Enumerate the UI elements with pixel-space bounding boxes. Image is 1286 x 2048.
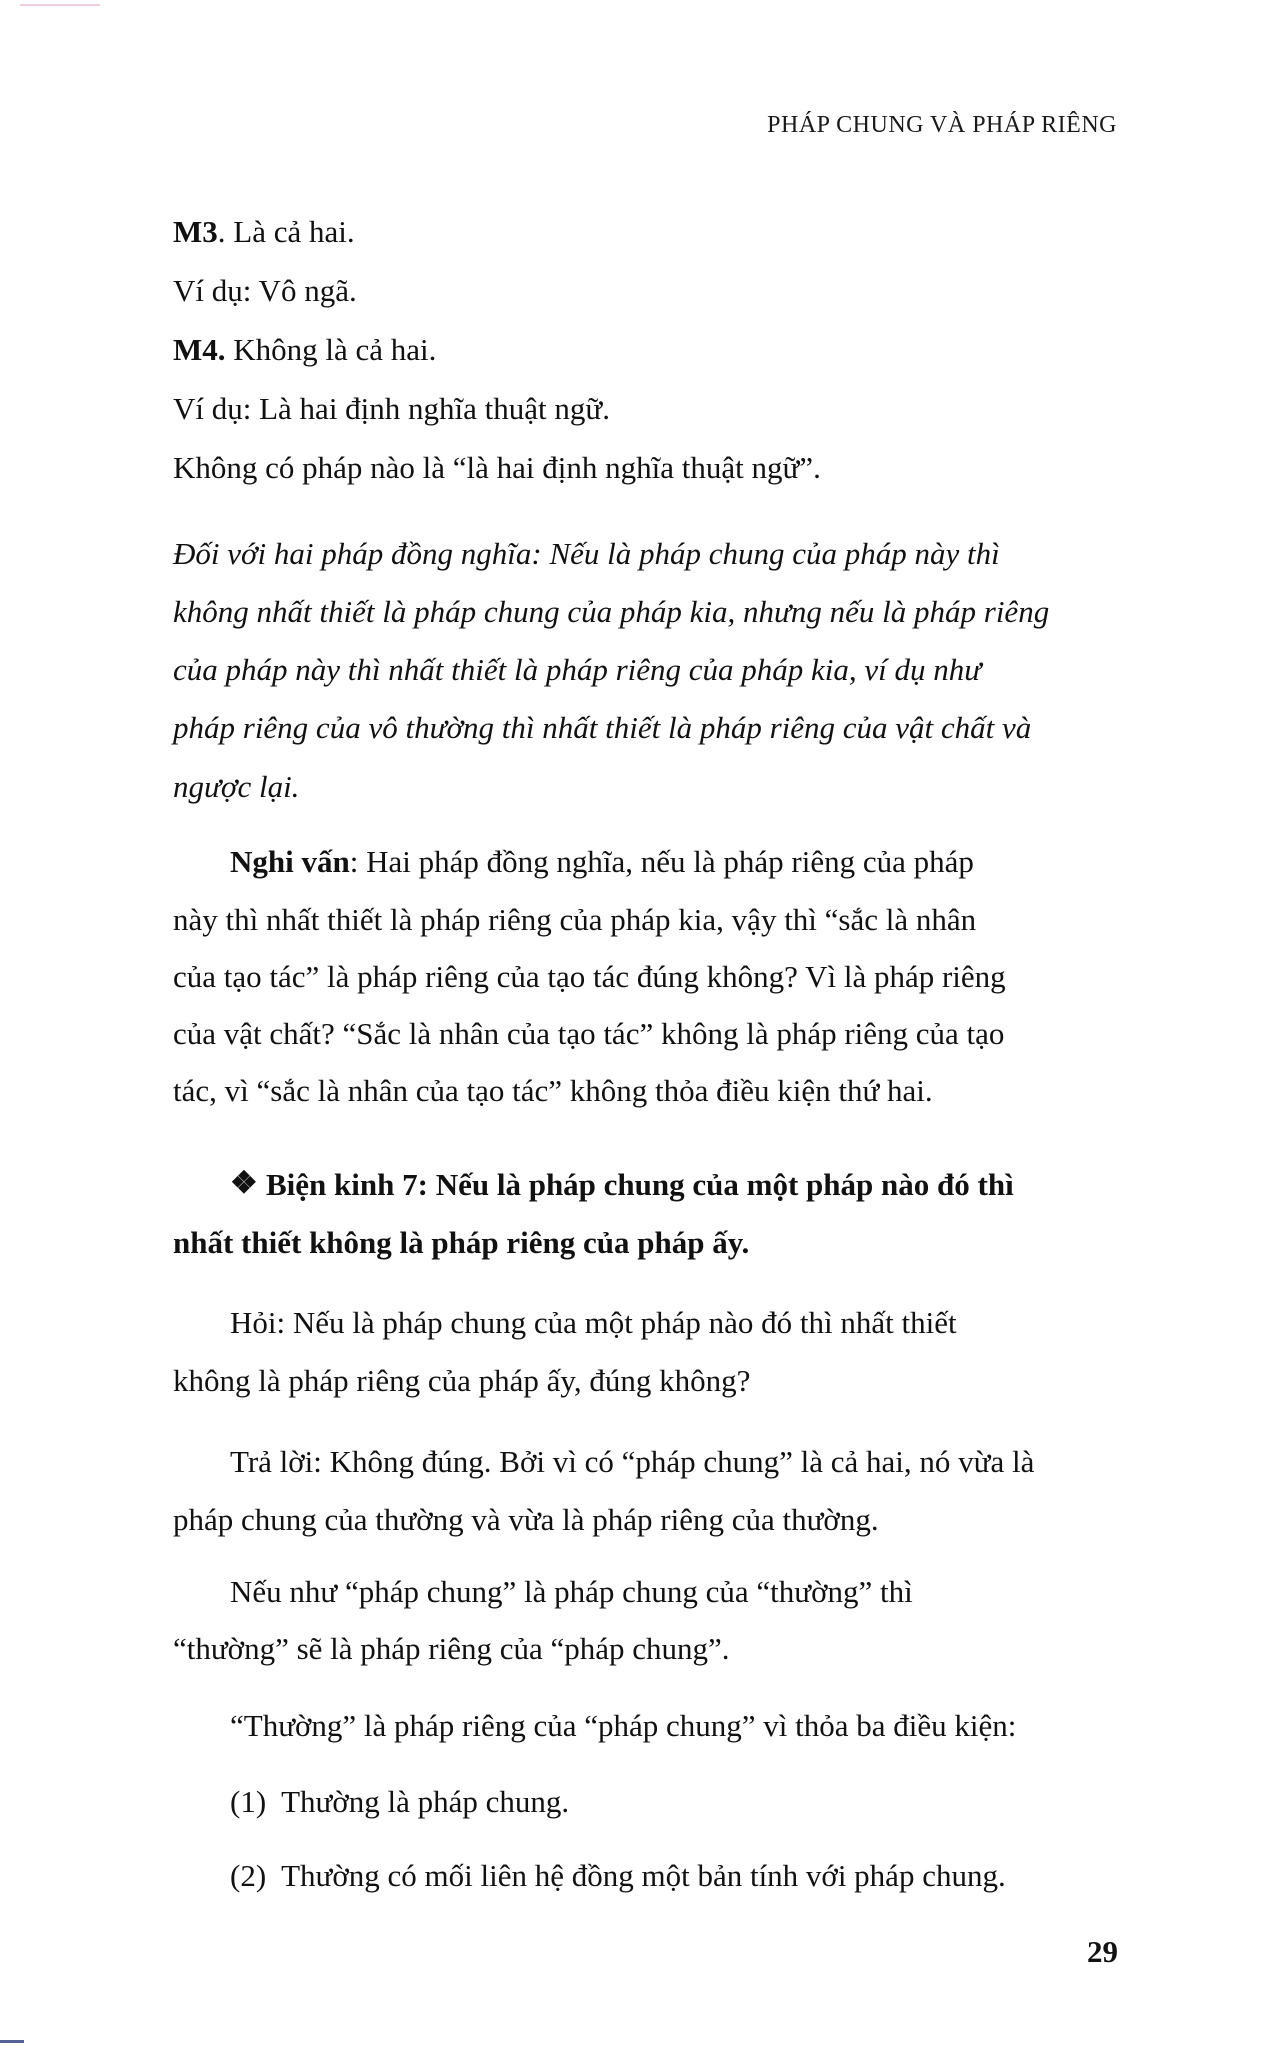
m4-line — [173, 330, 436, 370]
scan-artifact-bottom — [0, 2040, 24, 2043]
page-number: 29 — [1087, 1934, 1118, 1969]
diamond-bullet-icon: ❖ — [230, 1165, 258, 1200]
question-line-1 — [230, 842, 974, 882]
question-label: Nghi vấn — [230, 844, 350, 879]
thesis-text: Biện kinh 7: Nếu là pháp chung của một pháp nào đó thì — [266, 1167, 1014, 1202]
synonym-note-text: không nhất thiết là pháp chung của pháp kia, nhưng nếu là pháp riêng — [173, 594, 1050, 629]
running-head: PHÁP CHUNG VÀ PHÁP RIÊNG — [767, 112, 1117, 138]
condition-text: Thường là pháp chung. — [281, 1784, 570, 1819]
if-clause-line-2: “thường” sẽ là pháp riêng của “pháp chung”. — [173, 1631, 730, 1666]
m3-text: . Là cả hai. — [217, 214, 355, 249]
m4-label: M4. — [173, 332, 226, 367]
synonym-note-line-4 — [173, 708, 1124, 748]
if-clause-text: Nếu như “pháp chung” là pháp chung của “thường” thì — [230, 1574, 913, 1609]
synonym-note-text: của pháp này thì nhất thiết là pháp riêng của pháp kia, ví dụ như — [173, 652, 982, 687]
if-clause-line-1 — [230, 1572, 1124, 1612]
thesis-heading-line-1 — [230, 1165, 1014, 1205]
conditions-intro: “Thường” là pháp riêng của “pháp chung” vì thỏa ba điều kiện: — [230, 1708, 1017, 1743]
thesis-heading-line-2: nhất thiết không là pháp riêng của pháp ấy. — [173, 1225, 750, 1260]
synonym-note-text: Đối với hai pháp đồng nghĩa: Nếu là pháp chung của pháp này thì — [173, 536, 1000, 571]
ask-line-1: Hỏi: Nếu là pháp chung của một pháp nào đó thì nhất thiết — [230, 1305, 957, 1340]
question-line-3: của tạo tác” là pháp riêng của tạo tác đúng không? Vì là pháp riêng — [173, 959, 1006, 994]
condition-item-1 — [230, 1782, 569, 1822]
synonym-note-line-2 — [173, 592, 1124, 632]
m3-line — [173, 212, 355, 252]
answer-line-1: Trả lời: Không đúng. Bởi vì có “pháp chung” là cả hai, nó vừa là — [230, 1444, 1035, 1479]
question-line-5: tác, vì “sắc là nhân của tạo tác” không thỏa điều kiện thứ hai. — [173, 1073, 933, 1108]
condition-number: (1) — [230, 1784, 267, 1819]
condition-item-2 — [230, 1856, 1006, 1896]
m4-example: Ví dụ: Là hai định nghĩa thuật ngữ. — [173, 391, 610, 426]
condition-text: Thường có mối liên hệ đồng một bản tính với pháp chung. — [281, 1858, 1006, 1893]
synonym-note-line-3 — [173, 650, 1124, 690]
m4-text: Không là cả hai. — [225, 332, 437, 367]
question-text: : Hai pháp đồng nghĩa, nếu là pháp riêng của pháp — [349, 844, 974, 879]
question-line-4: của vật chất? “Sắc là nhân của tạo tác” không là pháp riêng của tạo — [173, 1016, 1005, 1051]
synonym-note-line-5: ngược lại. — [173, 769, 300, 804]
m3-label: M3 — [173, 214, 218, 249]
m4-note: Không có pháp nào là “là hai định nghĩa thuật ngữ”. — [173, 450, 821, 485]
synonym-note-text: pháp riêng của vô thường thì nhất thiết là pháp riêng của vật chất và — [173, 710, 1032, 745]
question-line-2: này thì nhất thiết là pháp riêng của pháp kia, vậy thì “sắc là nhân — [173, 902, 977, 937]
scan-artifact-top — [20, 4, 100, 6]
synonym-note-line-1 — [173, 534, 1124, 574]
m3-example: Ví dụ: Vô ngã. — [173, 273, 357, 308]
answer-line-2: pháp chung của thường và vừa là pháp riêng của thường. — [173, 1502, 879, 1537]
ask-line-2: không là pháp riêng của pháp ấy, đúng không? — [173, 1363, 751, 1398]
condition-number: (2) — [230, 1858, 267, 1893]
